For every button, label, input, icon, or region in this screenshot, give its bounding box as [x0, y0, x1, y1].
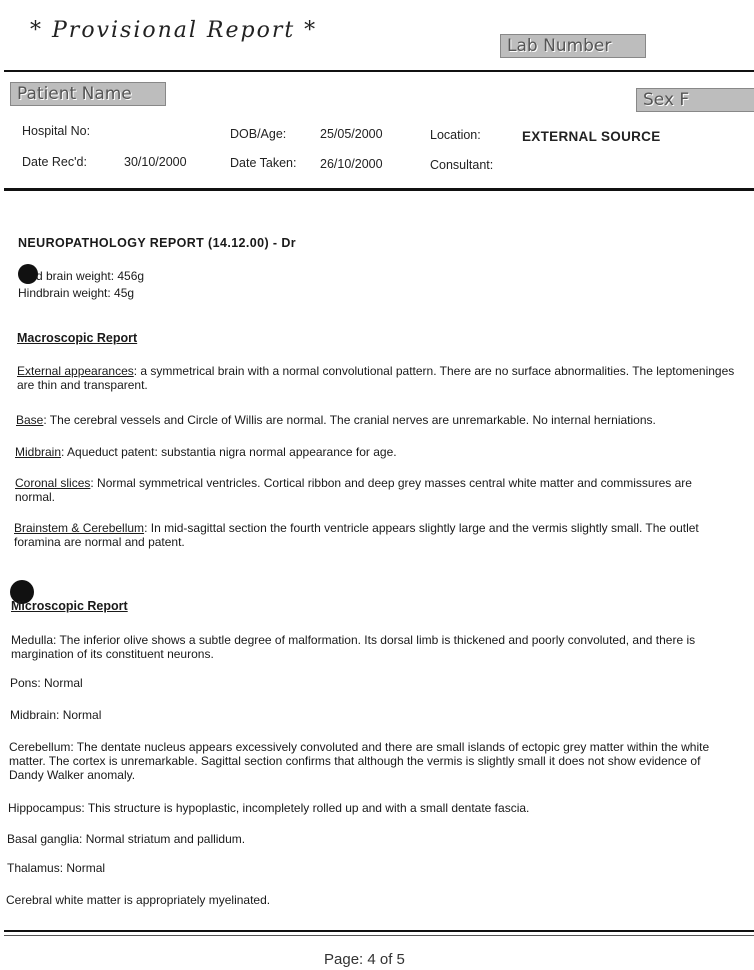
microscopic-heading: Microscopic Report [11, 599, 128, 613]
sex-redacted: Sex F [636, 88, 754, 112]
micro-paragraph: Midbrain: Normal [10, 708, 102, 722]
date-recd-label: Date Rec'd: [22, 155, 87, 169]
macro-text: : Normal symmetrical ventricles. Cortical ribbon and deep grey masses central white matter and commissures are normal. [15, 476, 692, 504]
section-rule [4, 188, 754, 191]
macro-label: Brainstem & Cerebellum [14, 521, 145, 535]
micro-paragraph: Basal ganglia: Normal striatum and pallidum. [7, 832, 246, 846]
macro-paragraph [15, 445, 735, 459]
location-label: Location: [430, 128, 481, 142]
location-value: EXTERNAL SOURCE [522, 129, 661, 144]
dob-value: 25/05/2000 [320, 127, 383, 141]
header-rule [4, 70, 754, 72]
macro-label: Coronal slices [15, 476, 91, 490]
micro-paragraph: Cerebellum: The dentate nucleus appears excessively convoluted and there are small islands of ectopic grey matter within the white matter. The cortex is unremarkable. Sagittal section confirms that although the vermis is slightly small it does not show evidence of Dandy Walker anomaly. [9, 740, 710, 782]
macro-label: External appearances [17, 364, 134, 378]
macro-text: : The cerebral vessels and Circle of Willis are normal. The cranial nerves are unremarkable. No internal herniations. [43, 413, 656, 427]
handwritten-annotation: * Provisional Report * [30, 18, 318, 43]
report-title: NEUROPATHOLOGY REPORT (14.12.00) - Dr [18, 236, 297, 250]
date-taken-label: Date Taken: [230, 156, 297, 170]
macroscopic-heading: Macroscopic Report [17, 331, 138, 345]
page-number: Page: 4 of 5 [324, 951, 405, 968]
macro-paragraph [17, 364, 737, 392]
macro-text: : a symmetrical brain with a normal convolutional pattern. There are no surface abnormalities. The leptomeninges are thin and transparent. [17, 364, 735, 392]
macro-label: Midbrain [15, 445, 62, 459]
macro-paragraph [16, 413, 736, 427]
consultant-label: Consultant: [430, 158, 494, 172]
patient-name-redacted: Patient Name [10, 82, 166, 106]
footer-rule-thin [4, 935, 754, 936]
micro-paragraph: Cerebral white matter is appropriately myelinated. [6, 893, 271, 907]
lab-number-redacted: Lab Number [500, 34, 646, 58]
macro-paragraph [14, 521, 734, 549]
footer-rule [4, 930, 754, 932]
micro-paragraph: Thalamus: Normal [7, 861, 106, 875]
date-recd-value: 30/10/2000 [124, 155, 187, 169]
macro-text: : Aqueduct patent: substantia nigra normal appearance for age. [61, 445, 397, 459]
macro-paragraph [15, 476, 735, 504]
micro-paragraph: Pons: Normal [10, 676, 83, 690]
hindbrain-weight: Hindbrain weight: 45g [18, 286, 135, 300]
macro-text: : In mid-sagittal section the fourth ventricle appears slightly large and the vermis slightly small. The outlet foramina are normal and patent. [14, 521, 699, 549]
macro-label: Base [16, 413, 44, 427]
micro-paragraph: Hippocampus: This structure is hypoplastic, incompletely rolled up and with a small dentate fascia. [8, 801, 530, 815]
redaction-dot [18, 264, 38, 284]
hospital-no-label: Hospital No: [22, 124, 91, 138]
dob-label: DOB/Age: [230, 127, 287, 141]
micro-paragraph: Medulla: The inferior olive shows a subtle degree of malformation. Its dorsal limb is thickened and poorly convoluted, and there is margination of its constituent neurons. [11, 633, 696, 661]
date-taken-value: 26/10/2000 [320, 157, 383, 171]
forebrain-weight: d brain weight: 456g [36, 269, 145, 283]
